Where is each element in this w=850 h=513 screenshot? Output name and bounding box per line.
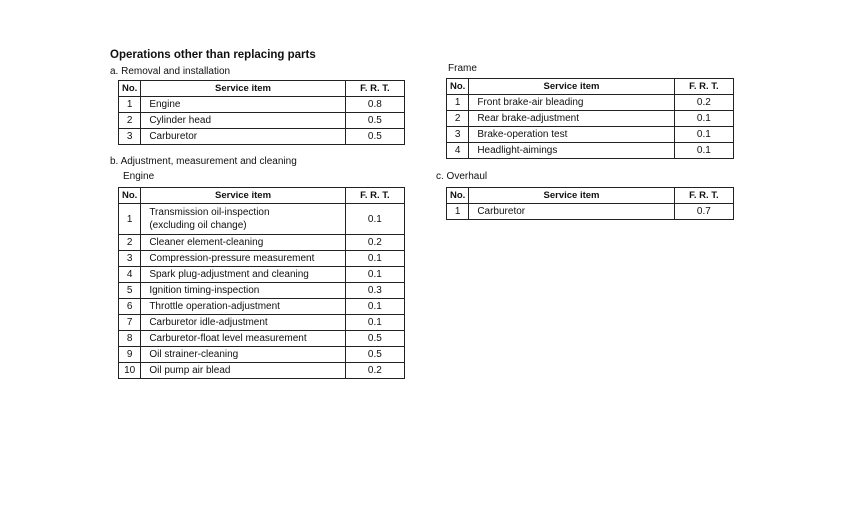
table-row — [119, 204, 405, 235]
row-item: Headlight-aimings — [469, 143, 674, 159]
row-item: Ignition timing-inspection — [141, 283, 345, 299]
row-frt: 0.2 — [345, 363, 404, 379]
table-row — [447, 127, 734, 143]
row-no: 5 — [119, 283, 141, 299]
row-item: Carburetor idle-adjustment — [141, 315, 345, 331]
table-header-row — [447, 188, 734, 204]
table-header-row — [119, 188, 405, 204]
row-item: Throttle operation-adjustment — [141, 299, 345, 315]
row-no: 1 — [119, 97, 141, 113]
table-header-row — [119, 81, 405, 97]
row-no: 10 — [119, 363, 141, 379]
table-row — [119, 251, 405, 267]
table-row — [119, 363, 405, 379]
table-row — [119, 283, 405, 299]
row-no: 1 — [447, 95, 469, 111]
row-frt: 0.1 — [674, 127, 733, 143]
table-row — [119, 331, 405, 347]
row-no: 3 — [119, 129, 141, 145]
row-no: 3 — [447, 127, 469, 143]
header-no: No. — [119, 81, 141, 97]
row-item: Rear brake-adjustment — [469, 111, 674, 127]
section-c-heading: c. Overhaul — [436, 171, 488, 182]
table-row — [447, 111, 734, 127]
page-title: Operations other than replacing parts — [110, 49, 316, 61]
table-row — [119, 235, 405, 251]
table-row — [119, 97, 405, 113]
overhaul-table — [446, 187, 734, 220]
row-item: Cleaner element-cleaning — [141, 235, 345, 251]
table-row — [119, 113, 405, 129]
row-no: 6 — [119, 299, 141, 315]
table-row — [447, 95, 734, 111]
row-no: 3 — [119, 251, 141, 267]
row-item: Oil pump air blead — [141, 363, 345, 379]
row-item: Spark plug-adjustment and cleaning — [141, 267, 345, 283]
section-b-subheading: Engine — [123, 171, 155, 182]
frame-heading: Frame — [448, 63, 477, 74]
row-frt: 0.1 — [345, 299, 404, 315]
table-header-row — [447, 79, 734, 95]
row-item: Carburetor — [141, 129, 345, 145]
row-item: Brake-operation test — [469, 127, 674, 143]
row-no: 4 — [119, 267, 141, 283]
table-row — [119, 347, 405, 363]
row-no: 2 — [119, 235, 141, 251]
row-no: 9 — [119, 347, 141, 363]
table-row — [447, 143, 734, 159]
row-item: Carburetor-float level measurement — [141, 331, 345, 347]
row-frt: 0.1 — [345, 204, 404, 235]
frame-table — [446, 78, 734, 159]
row-frt: 0.2 — [674, 95, 733, 111]
row-frt: 0.3 — [345, 283, 404, 299]
row-frt: 0.1 — [674, 111, 733, 127]
table-row — [447, 204, 734, 220]
row-frt: 0.5 — [345, 113, 404, 129]
row-frt: 0.2 — [345, 235, 404, 251]
table-row — [119, 129, 405, 145]
row-frt: 0.1 — [345, 267, 404, 283]
header-frt: F. R. T. — [345, 188, 404, 204]
row-frt: 0.8 — [345, 97, 404, 113]
table-row — [119, 267, 405, 283]
row-no: 2 — [447, 111, 469, 127]
row-no: 1 — [447, 204, 469, 220]
row-no: 2 — [119, 113, 141, 129]
header-service-item: Service item — [141, 81, 345, 97]
row-frt: 0.5 — [345, 129, 404, 145]
header-no: No. — [447, 79, 469, 95]
row-frt: 0.7 — [674, 204, 733, 220]
header-frt: F. R. T. — [345, 81, 404, 97]
row-frt: 0.5 — [345, 347, 404, 363]
header-frt: F. R. T. — [674, 79, 733, 95]
row-item: Carburetor — [469, 204, 674, 220]
row-frt: 0.5 — [345, 331, 404, 347]
header-no: No. — [119, 188, 141, 204]
row-item: Cylinder head — [141, 113, 345, 129]
row-no: 1 — [119, 204, 141, 235]
row-frt: 0.1 — [345, 315, 404, 331]
row-no: 7 — [119, 315, 141, 331]
row-frt: 0.1 — [345, 251, 404, 267]
removal-installation-table — [118, 80, 405, 145]
row-item: Compression-pressure measurement — [141, 251, 345, 267]
header-service-item: Service item — [141, 188, 345, 204]
table-row — [119, 299, 405, 315]
row-no: 4 — [447, 143, 469, 159]
header-no: No. — [447, 188, 469, 204]
header-service-item: Service item — [469, 188, 674, 204]
adjustment-table — [118, 187, 405, 379]
section-a-heading: a. Removal and installation — [110, 66, 231, 77]
header-service-item: Service item — [469, 79, 674, 95]
row-no: 8 — [119, 331, 141, 347]
row-item: Transmission oil-inspection (excluding oil change) — [141, 204, 345, 235]
table-row — [119, 315, 405, 331]
header-frt: F. R. T. — [674, 188, 733, 204]
row-frt: 0.1 — [674, 143, 733, 159]
section-b-heading: b. Adjustment, measurement and cleaning — [110, 156, 297, 167]
row-item: Engine — [141, 97, 345, 113]
row-item: Oil strainer-cleaning — [141, 347, 345, 363]
row-item: Front brake-air bleading — [469, 95, 674, 111]
